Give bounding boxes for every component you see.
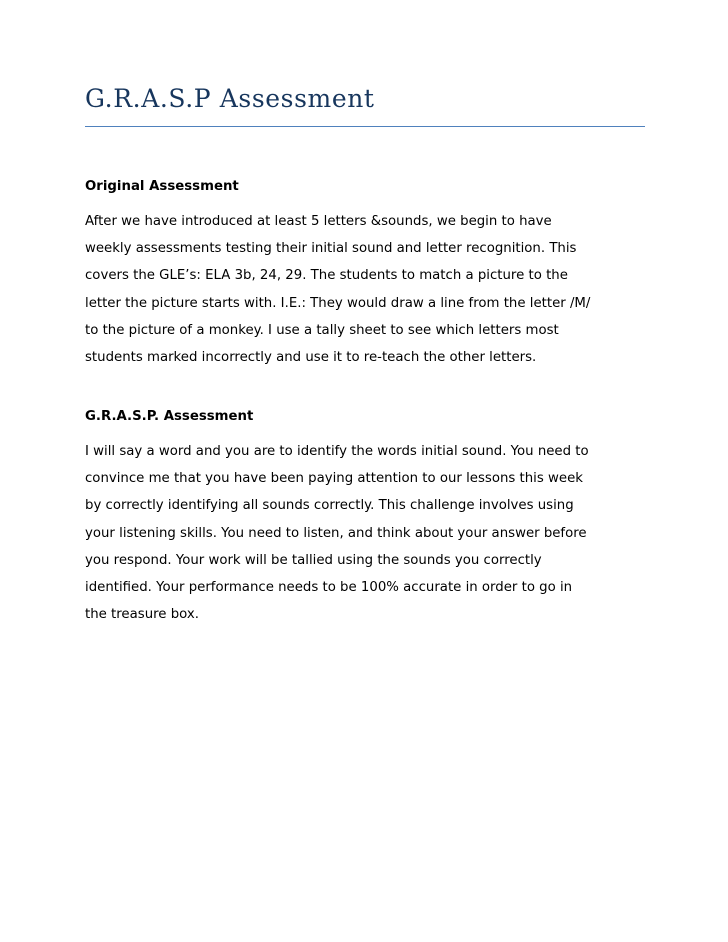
section-paragraph [85, 208, 645, 371]
paragraph-line: identified. Your performance needs to be 100% accurate in order to go in [85, 580, 573, 596]
paragraph-line: letter the picture starts with. I.E.: They would draw a line from the letter /M/ [85, 295, 591, 311]
paragraph-line: After we have introduced at least 5 letters &sounds, we begin to have [85, 214, 552, 229]
paragraph-line: you respond. Your work will be tallied using the sounds you correctly [85, 552, 542, 568]
paragraph-line: I will say a word and you are to identify the words initial sound. You need to [85, 444, 589, 459]
document-title: G.R.A.S.P Assessment [85, 84, 375, 113]
section-original-assessment [85, 178, 645, 371]
paragraph-line: your listening skills. You need to listen, and think about your answer before [85, 525, 587, 541]
paragraph-line: students marked incorrectly and use it to re-teach the other letters. [85, 350, 537, 366]
paragraph-line: covers the GLE’s: ELA 3b, 24, 29. The students to match a picture to the [85, 268, 568, 284]
paragraph-line: by correctly identifying all sounds correctly. This challenge involves using [85, 498, 574, 514]
section-heading: G.R.A.S.P. Assessment [85, 409, 254, 424]
section-grasp-assessment [85, 408, 645, 628]
paragraph-line: to the picture of a monkey. I use a tally sheet to see which letters most [85, 322, 559, 338]
paragraph-line: convince me that you have been paying attention to our lessons this week [85, 471, 583, 487]
section-paragraph [85, 438, 645, 628]
section-heading: Original Assessment [85, 179, 239, 194]
title-underline-rule [85, 126, 645, 127]
paragraph-line: the treasure box. [85, 607, 199, 623]
paragraph-line: weekly assessments testing their initial sound and letter recognition. This [85, 241, 577, 257]
